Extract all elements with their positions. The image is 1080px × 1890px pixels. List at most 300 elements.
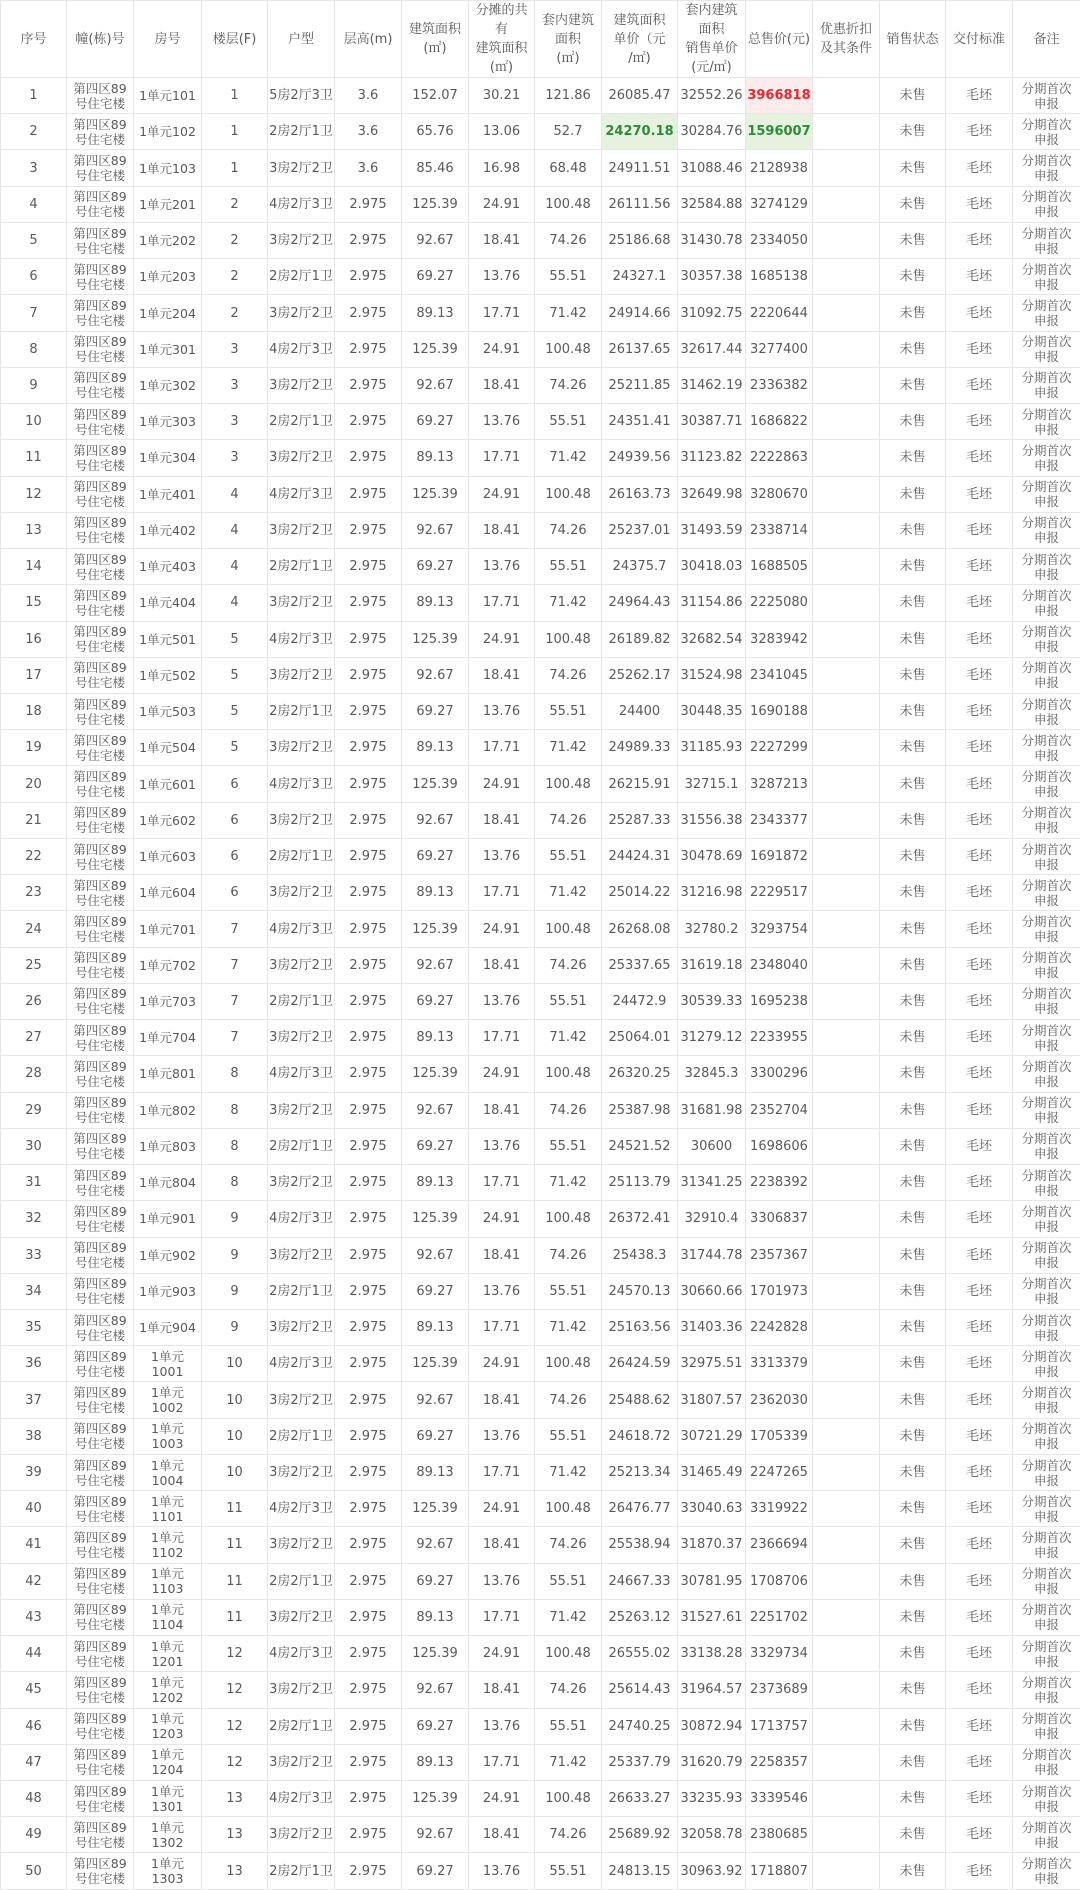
cell-floor: 11 [202, 1563, 268, 1599]
cell-gross-area: 89.13 [402, 1309, 469, 1345]
cell-layout: 4房2厅3卫 [268, 476, 335, 512]
cell-layout: 3房2厅2卫 [268, 1165, 335, 1201]
table-row [1, 1491, 1080, 1527]
cell-delivery-standard: 毛坯 [946, 1491, 1013, 1527]
cell-unit: 1单元 1001 [134, 1346, 202, 1382]
cell-unit: 1单元 1202 [134, 1672, 202, 1708]
cell-gross-unit-price: 25064.01 [602, 1020, 678, 1056]
cell-total-price: 3300296 [746, 1056, 813, 1092]
cell-net-unit-price: 32975.51 [678, 1346, 746, 1382]
cell-total-price: 3283942 [746, 621, 813, 657]
cell-discount [813, 1563, 880, 1599]
cell-gross-unit-price: 26189.82 [602, 621, 678, 657]
cell-gross-area: 85.46 [402, 150, 469, 186]
cell-shared-area: 17.71 [469, 1165, 535, 1201]
cell-delivery-standard: 毛坯 [946, 657, 1013, 693]
cell-discount [813, 186, 880, 222]
cell-delivery-standard: 毛坯 [946, 585, 1013, 621]
cell-net-unit-price: 31185.93 [678, 730, 746, 766]
cell-building: 第四区89 号住宅楼 [67, 1165, 134, 1201]
cell-gross-unit-price: 25262.17 [602, 657, 678, 693]
cell-remarks: 分期首次 申报 [1013, 1672, 1080, 1708]
cell-gross-unit-price: 25163.56 [602, 1309, 678, 1345]
cell-gross-unit-price: 25689.92 [602, 1817, 678, 1853]
table-header [1, 1, 1080, 78]
cell-floor-height: 2.975 [335, 295, 402, 331]
cell-building: 第四区89 号住宅楼 [67, 875, 134, 911]
cell-gross-area: 69.27 [402, 549, 469, 585]
table-row [1, 1454, 1080, 1490]
cell-unit: 1单元603 [134, 838, 202, 874]
cell-total-price: 2222863 [746, 440, 813, 476]
cell-total-price: 3293754 [746, 911, 813, 947]
cell-floor-height: 2.975 [335, 367, 402, 403]
cell-net-unit-price: 33138.28 [678, 1636, 746, 1672]
cell-layout: 4房2厅3卫 [268, 186, 335, 222]
cell-gross-unit-price: 25186.68 [602, 222, 678, 258]
cell-total-price: 3966818 [746, 78, 813, 114]
cell-building: 第四区89 号住宅楼 [67, 1237, 134, 1273]
cell-net-area: 100.48 [535, 1346, 602, 1382]
cell-net-unit-price: 31465.49 [678, 1454, 746, 1490]
cell-floor-height: 2.975 [335, 838, 402, 874]
cell-delivery-standard: 毛坯 [946, 1273, 1013, 1309]
cell-gross-unit-price: 24813.15 [602, 1853, 678, 1889]
cell-remarks: 分期首次 申报 [1013, 838, 1080, 874]
col-header-gross-area: 建筑面积 (㎡) [402, 1, 469, 78]
cell-net-unit-price: 31493.59 [678, 512, 746, 548]
cell-remarks: 分期首次 申报 [1013, 621, 1080, 657]
col-header-total-price: 总售价(元) [746, 1, 813, 78]
cell-discount [813, 512, 880, 548]
cell-gross-area: 125.39 [402, 621, 469, 657]
cell-sale-status: 未售 [880, 1201, 946, 1237]
cell-shared-area: 13.06 [469, 114, 535, 150]
cell-shared-area: 24.91 [469, 1781, 535, 1817]
cell-total-price: 2341045 [746, 657, 813, 693]
cell-net-unit-price: 30448.35 [678, 693, 746, 729]
cell-floor-height: 2.975 [335, 440, 402, 476]
cell-sale-status: 未售 [880, 983, 946, 1019]
cell-floor: 10 [202, 1346, 268, 1382]
cell-floor: 11 [202, 1527, 268, 1563]
cell-discount [813, 1599, 880, 1635]
cell-shared-area: 17.71 [469, 1454, 535, 1490]
cell-sale-status: 未售 [880, 1744, 946, 1780]
cell-gross-unit-price: 25213.34 [602, 1454, 678, 1490]
cell-total-price: 2380685 [746, 1817, 813, 1853]
cell-gross-unit-price: 25488.62 [602, 1382, 678, 1418]
cell-discount [813, 730, 880, 766]
cell-total-price: 3339546 [746, 1781, 813, 1817]
cell-gross-area: 89.13 [402, 1020, 469, 1056]
table-row [1, 1636, 1080, 1672]
cell-net-area: 74.26 [535, 1672, 602, 1708]
cell-total-price: 1685138 [746, 259, 813, 295]
cell-index: 27 [1, 1020, 67, 1056]
cell-layout: 2房2厅1卫 [268, 1128, 335, 1164]
cell-discount [813, 875, 880, 911]
col-header-discount: 优惠折扣 及其条件 [813, 1, 880, 78]
cell-remarks: 分期首次 申报 [1013, 1708, 1080, 1744]
cell-sale-status: 未售 [880, 875, 946, 911]
cell-sale-status: 未售 [880, 150, 946, 186]
cell-unit: 1单元904 [134, 1309, 202, 1345]
cell-gross-area: 69.27 [402, 1273, 469, 1309]
cell-shared-area: 18.41 [469, 947, 535, 983]
cell-net-unit-price: 30721.29 [678, 1418, 746, 1454]
cell-building: 第四区89 号住宅楼 [67, 838, 134, 874]
cell-floor-height: 2.975 [335, 1273, 402, 1309]
cell-shared-area: 24.91 [469, 621, 535, 657]
cell-net-area: 55.51 [535, 1273, 602, 1309]
cell-shared-area: 24.91 [469, 1636, 535, 1672]
cell-gross-area: 125.39 [402, 1056, 469, 1092]
cell-floor: 10 [202, 1454, 268, 1490]
cell-gross-unit-price: 24400 [602, 693, 678, 729]
cell-index: 50 [1, 1853, 67, 1889]
cell-shared-area: 24.91 [469, 186, 535, 222]
cell-building: 第四区89 号住宅楼 [67, 404, 134, 440]
cell-remarks: 分期首次 申报 [1013, 1382, 1080, 1418]
cell-floor-height: 2.975 [335, 983, 402, 1019]
cell-net-area: 71.42 [535, 585, 602, 621]
table-row [1, 947, 1080, 983]
cell-remarks: 分期首次 申报 [1013, 1237, 1080, 1273]
cell-building: 第四区89 号住宅楼 [67, 549, 134, 585]
cell-total-price: 1691872 [746, 838, 813, 874]
cell-building: 第四区89 号住宅楼 [67, 512, 134, 548]
cell-remarks: 分期首次 申报 [1013, 911, 1080, 947]
cell-layout: 4房2厅3卫 [268, 766, 335, 802]
cell-total-price: 1690188 [746, 693, 813, 729]
cell-gross-unit-price: 24521.52 [602, 1128, 678, 1164]
cell-index: 47 [1, 1744, 67, 1780]
cell-delivery-standard: 毛坯 [946, 404, 1013, 440]
cell-discount [813, 1672, 880, 1708]
cell-building: 第四区89 号住宅楼 [67, 1491, 134, 1527]
cell-index: 24 [1, 911, 67, 947]
cell-net-area: 74.26 [535, 1092, 602, 1128]
cell-discount [813, 440, 880, 476]
cell-sale-status: 未售 [880, 802, 946, 838]
cell-building: 第四区89 号住宅楼 [67, 1273, 134, 1309]
cell-layout: 3房2厅2卫 [268, 1817, 335, 1853]
table-body [1, 78, 1080, 1890]
table-row [1, 222, 1080, 258]
cell-building: 第四区89 号住宅楼 [67, 1346, 134, 1382]
cell-net-area: 100.48 [535, 1201, 602, 1237]
table-row [1, 730, 1080, 766]
cell-discount [813, 404, 880, 440]
cell-total-price: 2247265 [746, 1454, 813, 1490]
cell-sale-status: 未售 [880, 1309, 946, 1345]
table-row [1, 802, 1080, 838]
cell-shared-area: 13.76 [469, 1418, 535, 1454]
cell-discount [813, 1056, 880, 1092]
cell-floor: 5 [202, 730, 268, 766]
cell-unit: 1单元801 [134, 1056, 202, 1092]
cell-delivery-standard: 毛坯 [946, 549, 1013, 585]
cell-sale-status: 未售 [880, 693, 946, 729]
cell-remarks: 分期首次 申报 [1013, 657, 1080, 693]
cell-discount [813, 1237, 880, 1273]
cell-gross-area: 125.39 [402, 1346, 469, 1382]
cell-net-unit-price: 32845.3 [678, 1056, 746, 1092]
col-header-gross-unit-price: 建筑面积 单价（元 /㎡) [602, 1, 678, 78]
cell-discount [813, 78, 880, 114]
cell-remarks: 分期首次 申报 [1013, 1454, 1080, 1490]
cell-shared-area: 18.41 [469, 1672, 535, 1708]
table-row [1, 259, 1080, 295]
cell-unit: 1单元 1103 [134, 1563, 202, 1599]
cell-unit: 1单元204 [134, 295, 202, 331]
cell-discount [813, 1636, 880, 1672]
cell-shared-area: 18.41 [469, 1092, 535, 1128]
cell-shared-area: 17.71 [469, 1744, 535, 1780]
cell-index: 21 [1, 802, 67, 838]
cell-net-area: 100.48 [535, 476, 602, 512]
cell-net-area: 100.48 [535, 1056, 602, 1092]
cell-net-unit-price: 31964.57 [678, 1672, 746, 1708]
cell-delivery-standard: 毛坯 [946, 78, 1013, 114]
cell-gross-unit-price: 26215.91 [602, 766, 678, 802]
cell-net-area: 71.42 [535, 1165, 602, 1201]
cell-gross-unit-price: 24327.1 [602, 259, 678, 295]
cell-sale-status: 未售 [880, 367, 946, 403]
cell-delivery-standard: 毛坯 [946, 186, 1013, 222]
cell-index: 5 [1, 222, 67, 258]
col-header-floor: 楼层(F) [202, 1, 268, 78]
cell-net-area: 71.42 [535, 295, 602, 331]
cell-floor-height: 2.975 [335, 1201, 402, 1237]
cell-index: 40 [1, 1491, 67, 1527]
cell-total-price: 2334050 [746, 222, 813, 258]
cell-remarks: 分期首次 申报 [1013, 1636, 1080, 1672]
cell-remarks: 分期首次 申报 [1013, 1309, 1080, 1345]
cell-shared-area: 17.71 [469, 875, 535, 911]
cell-remarks: 分期首次 申报 [1013, 1346, 1080, 1382]
cell-delivery-standard: 毛坯 [946, 1781, 1013, 1817]
cell-index: 43 [1, 1599, 67, 1635]
cell-delivery-standard: 毛坯 [946, 693, 1013, 729]
cell-discount [813, 1273, 880, 1309]
col-header-floor-height: 层高(m) [335, 1, 402, 78]
cell-index: 36 [1, 1346, 67, 1382]
cell-net-area: 74.26 [535, 802, 602, 838]
cell-delivery-standard: 毛坯 [946, 802, 1013, 838]
cell-discount [813, 693, 880, 729]
cell-unit: 1单元102 [134, 114, 202, 150]
cell-remarks: 分期首次 申报 [1013, 367, 1080, 403]
cell-shared-area: 13.76 [469, 259, 535, 295]
cell-gross-area: 92.67 [402, 1092, 469, 1128]
cell-layout: 3房2厅2卫 [268, 1237, 335, 1273]
cell-remarks: 分期首次 申报 [1013, 1817, 1080, 1853]
cell-sale-status: 未售 [880, 186, 946, 222]
cell-discount [813, 222, 880, 258]
cell-layout: 3房2厅2卫 [268, 1672, 335, 1708]
cell-net-area: 71.42 [535, 1020, 602, 1056]
cell-building: 第四区89 号住宅楼 [67, 730, 134, 766]
cell-index: 22 [1, 838, 67, 874]
cell-layout: 3房2厅2卫 [268, 150, 335, 186]
cell-discount [813, 621, 880, 657]
cell-unit: 1单元903 [134, 1273, 202, 1309]
cell-floor-height: 2.975 [335, 1527, 402, 1563]
cell-layout: 2房2厅1卫 [268, 114, 335, 150]
cell-sale-status: 未售 [880, 404, 946, 440]
table-row [1, 1418, 1080, 1454]
cell-net-unit-price: 31744.78 [678, 1237, 746, 1273]
cell-floor-height: 2.975 [335, 657, 402, 693]
cell-floor: 13 [202, 1817, 268, 1853]
cell-delivery-standard: 毛坯 [946, 259, 1013, 295]
cell-net-unit-price: 31807.57 [678, 1382, 746, 1418]
cell-index: 46 [1, 1708, 67, 1744]
cell-floor-height: 2.975 [335, 1056, 402, 1092]
table-row [1, 1346, 1080, 1382]
cell-floor-height: 2.975 [335, 404, 402, 440]
cell-shared-area: 24.91 [469, 476, 535, 512]
cell-unit: 1单元302 [134, 367, 202, 403]
cell-shared-area: 24.91 [469, 911, 535, 947]
cell-gross-unit-price: 24424.31 [602, 838, 678, 874]
cell-layout: 2房2厅1卫 [268, 1273, 335, 1309]
cell-floor: 12 [202, 1636, 268, 1672]
cell-total-price: 2233955 [746, 1020, 813, 1056]
cell-index: 32 [1, 1201, 67, 1237]
cell-layout: 3房2厅2卫 [268, 802, 335, 838]
cell-delivery-standard: 毛坯 [946, 222, 1013, 258]
cell-index: 16 [1, 621, 67, 657]
cell-total-price: 2251702 [746, 1599, 813, 1635]
cell-discount [813, 476, 880, 512]
cell-building: 第四区89 号住宅楼 [67, 1527, 134, 1563]
cell-unit: 1单元803 [134, 1128, 202, 1164]
cell-gross-area: 89.13 [402, 1165, 469, 1201]
cell-delivery-standard: 毛坯 [946, 1020, 1013, 1056]
cell-remarks: 分期首次 申报 [1013, 585, 1080, 621]
cell-net-unit-price: 33235.93 [678, 1781, 746, 1817]
table-row [1, 367, 1080, 403]
cell-shared-area: 13.76 [469, 549, 535, 585]
cell-net-unit-price: 32617.44 [678, 331, 746, 367]
cell-discount [813, 657, 880, 693]
cell-floor: 10 [202, 1382, 268, 1418]
cell-unit: 1单元403 [134, 549, 202, 585]
cell-remarks: 分期首次 申报 [1013, 730, 1080, 766]
cell-discount [813, 1708, 880, 1744]
cell-shared-area: 13.76 [469, 693, 535, 729]
cell-building: 第四区89 号住宅楼 [67, 802, 134, 838]
cell-remarks: 分期首次 申报 [1013, 947, 1080, 983]
cell-layout: 4房2厅3卫 [268, 1636, 335, 1672]
cell-layout: 3房2厅2卫 [268, 1527, 335, 1563]
cell-building: 第四区89 号住宅楼 [67, 766, 134, 802]
cell-gross-unit-price: 25337.65 [602, 947, 678, 983]
cell-gross-unit-price: 26268.08 [602, 911, 678, 947]
cell-floor-height: 2.975 [335, 1599, 402, 1635]
cell-total-price: 3329734 [746, 1636, 813, 1672]
cell-shared-area: 17.71 [469, 1599, 535, 1635]
cell-layout: 3房2厅2卫 [268, 440, 335, 476]
cell-total-price: 1695238 [746, 983, 813, 1019]
cell-layout: 4房2厅3卫 [268, 911, 335, 947]
cell-gross-unit-price: 24939.56 [602, 440, 678, 476]
table-row [1, 1237, 1080, 1273]
cell-gross-unit-price: 25113.79 [602, 1165, 678, 1201]
cell-unit: 1单元604 [134, 875, 202, 911]
cell-total-price: 2336382 [746, 367, 813, 403]
cell-floor-height: 2.975 [335, 186, 402, 222]
cell-net-unit-price: 30872.94 [678, 1708, 746, 1744]
cell-layout: 4房2厅3卫 [268, 1491, 335, 1527]
cell-layout: 3房2厅2卫 [268, 1092, 335, 1128]
cell-gross-area: 69.27 [402, 259, 469, 295]
cell-sale-status: 未售 [880, 585, 946, 621]
cell-building: 第四区89 号住宅楼 [67, 331, 134, 367]
cell-delivery-standard: 毛坯 [946, 1092, 1013, 1128]
cell-shared-area: 17.71 [469, 585, 535, 621]
cell-unit: 1单元 1301 [134, 1781, 202, 1817]
cell-floor: 6 [202, 802, 268, 838]
cell-layout: 4房2厅3卫 [268, 1781, 335, 1817]
cell-unit: 1单元 1004 [134, 1454, 202, 1490]
cell-gross-area: 125.39 [402, 476, 469, 512]
table-row [1, 1708, 1080, 1744]
table-row [1, 404, 1080, 440]
cell-remarks: 分期首次 申报 [1013, 1056, 1080, 1092]
cell-floor-height: 2.975 [335, 1020, 402, 1056]
cell-index: 2 [1, 114, 67, 150]
cell-total-price: 2258357 [746, 1744, 813, 1780]
cell-floor: 8 [202, 1165, 268, 1201]
cell-floor-height: 2.975 [335, 476, 402, 512]
cell-delivery-standard: 毛坯 [946, 150, 1013, 186]
cell-delivery-standard: 毛坯 [946, 512, 1013, 548]
cell-remarks: 分期首次 申报 [1013, 1599, 1080, 1635]
cell-gross-area: 92.67 [402, 657, 469, 693]
cell-net-area: 71.42 [535, 1454, 602, 1490]
cell-net-unit-price: 32584.88 [678, 186, 746, 222]
cell-building: 第四区89 号住宅楼 [67, 1744, 134, 1780]
cell-shared-area: 18.41 [469, 657, 535, 693]
cell-floor: 7 [202, 911, 268, 947]
cell-floor: 6 [202, 766, 268, 802]
cell-floor: 4 [202, 512, 268, 548]
cell-sale-status: 未售 [880, 766, 946, 802]
cell-net-area: 100.48 [535, 331, 602, 367]
cell-discount [813, 1744, 880, 1780]
cell-floor-height: 3.6 [335, 114, 402, 150]
cell-delivery-standard: 毛坯 [946, 1853, 1013, 1889]
cell-discount [813, 259, 880, 295]
cell-sale-status: 未售 [880, 1781, 946, 1817]
cell-remarks: 分期首次 申报 [1013, 222, 1080, 258]
table-row [1, 657, 1080, 693]
cell-unit: 1单元301 [134, 331, 202, 367]
cell-gross-area: 89.13 [402, 1454, 469, 1490]
cell-floor-height: 2.975 [335, 1781, 402, 1817]
cell-net-unit-price: 32552.26 [678, 78, 746, 114]
cell-total-price: 1686822 [746, 404, 813, 440]
cell-building: 第四区89 号住宅楼 [67, 1672, 134, 1708]
cell-sale-status: 未售 [880, 331, 946, 367]
cell-floor-height: 2.975 [335, 911, 402, 947]
cell-building: 第四区89 号住宅楼 [67, 947, 134, 983]
cell-layout: 2房2厅1卫 [268, 838, 335, 874]
